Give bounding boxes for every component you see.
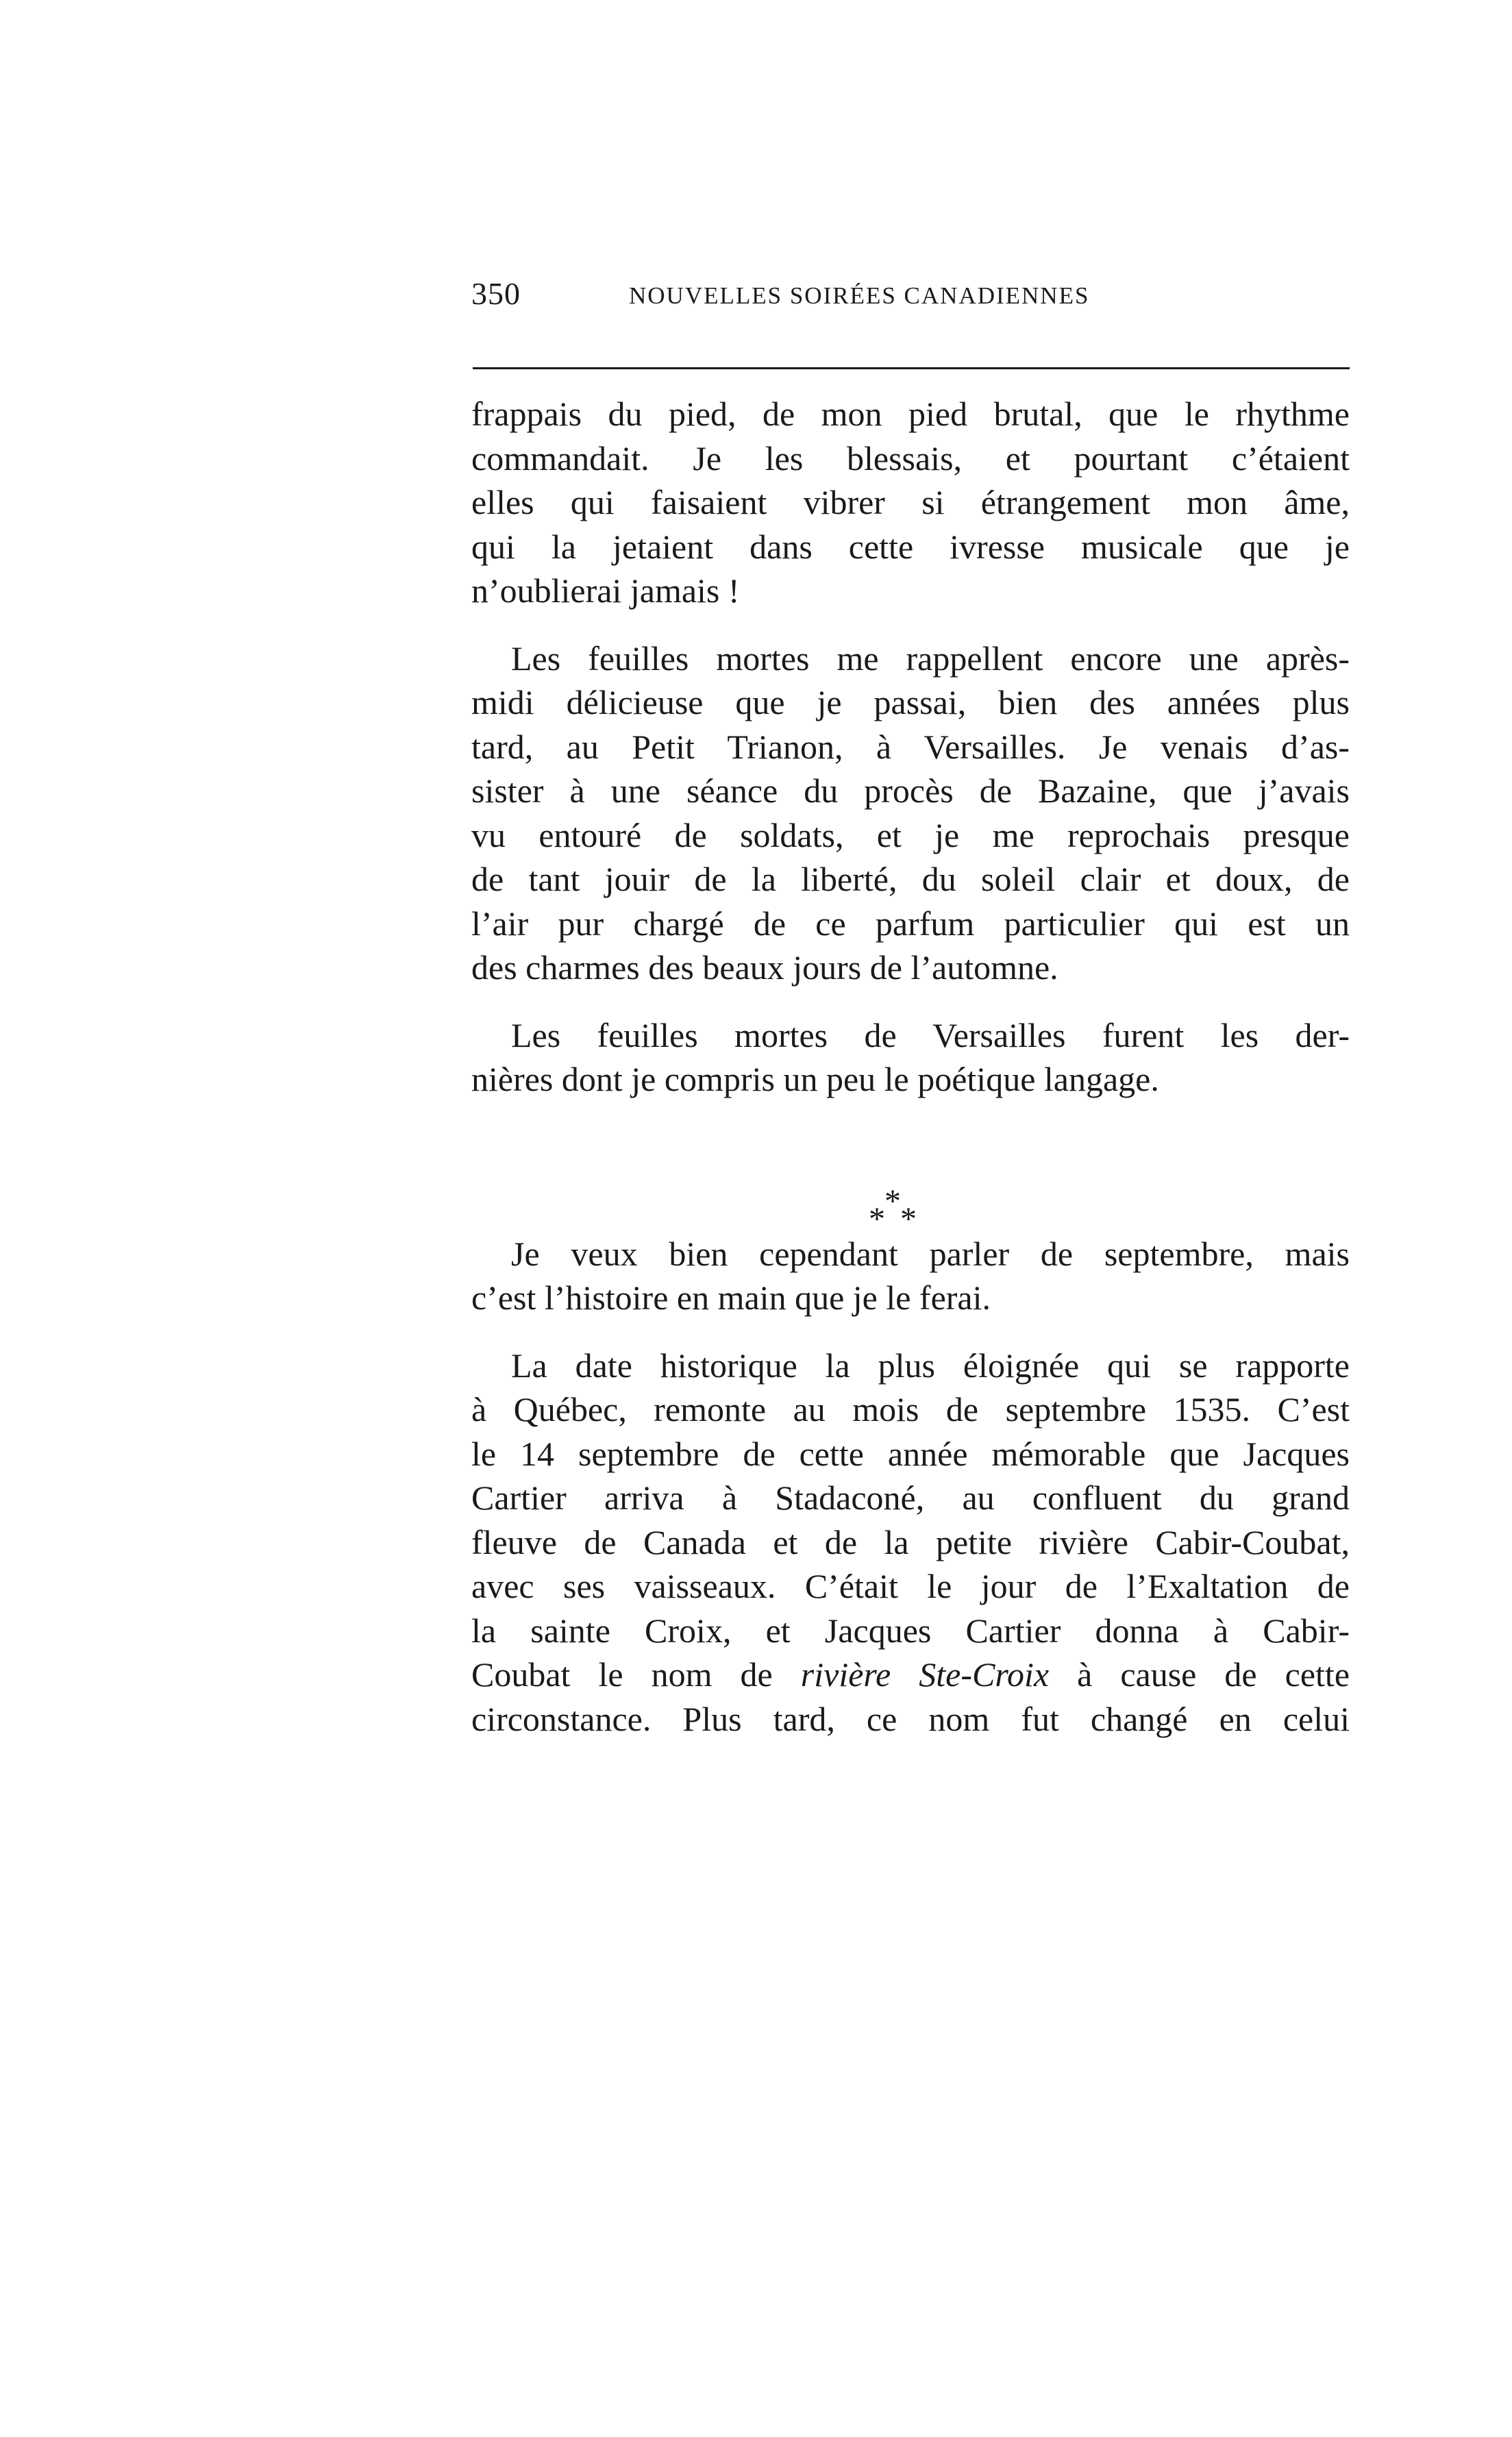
text-line: elles qui faisaient vibrer si étrangement mon âme, [471,483,1350,521]
paragraph [471,636,1350,990]
text-line: qui la jetaient dans cette ivresse musicale que je [471,527,1350,566]
text-line: de tant jouir de la liberté, du soleil clair et doux, de [471,860,1350,898]
asterism-star: * [884,1183,901,1220]
text-line: commandait. Je les blessais, et pourtant c’étaient [471,438,1350,478]
text-line: Les feuilles mortes me rappellent encore une après- [511,639,1350,678]
asterism-star: * [869,1200,885,1237]
paragraph-gap [471,990,1350,1013]
text-line: nières dont je compris un peu le poétique langage. [471,1060,1159,1098]
text-line: midi délicieuse que je passai, bien des années plus [471,683,1350,721]
text-line [471,1653,1350,1697]
text-line: à Québec, remonte au mois de septembre 1535. C’est [471,1390,1350,1428]
header-rule [473,367,1350,369]
text-line: sister à une séance du procès de Bazaine, que j’avais [471,771,1350,810]
body-text [471,392,1350,1741]
paragraph [471,1232,1350,1320]
text-line: avec ses vaisseaux. C’était le jour de l’Exaltation de [471,1567,1350,1605]
italic-place-name: rivière Ste-Croix [800,1655,1050,1694]
text-segment: Coubat le nom de [471,1655,801,1694]
text-line: l’air pur chargé de ce parfum particulier qui est un [471,904,1350,943]
text-line: circonstance. Plus tard, ce nom fut changé en celui [471,1699,1350,1738]
text-line: des charmes des beaux jours de l’automne. [471,948,1058,987]
text-line: vu entouré de soldats, et je me reprochais presque [471,815,1350,854]
section-break-asterism [471,1102,1350,1237]
paragraph [471,392,1350,613]
text-line: la sainte Croix, et Jacques Cartier donna à Cabir- [471,1611,1350,1650]
asterism-star: * [900,1200,917,1237]
text-line: tard, au Petit Trianon, à Versailles. Je venais d’as- [471,727,1350,766]
paragraph [471,1344,1350,1742]
paragraph-gap [471,613,1350,636]
page-number: 350 [471,276,521,311]
text-line: Je veux bien cependant parler de septembre, mais [511,1234,1350,1273]
text-line: le 14 septembre de cette année mémorable que Jacques [471,1434,1350,1473]
text-line: n’oublierai jamais ! [471,571,740,610]
text-line: c’est l’histoire en main que je le ferai. [471,1278,991,1317]
text-line: frappais du pied, de mon pied brutal, que le rhythme [471,395,1350,433]
text-line: La date historique la plus éloignée qui se rapporte [511,1346,1350,1385]
running-header [471,275,1355,330]
running-title: NOUVELLES SOIRÉES CANADIENNES [629,282,1090,309]
text-line: fleuve de Canada et de la petite rivière Cabir-Coubat, [471,1522,1350,1561]
paragraph [471,1013,1350,1102]
text-line: Les feuilles mortes de Versailles furent les der- [511,1015,1350,1054]
text-line: Cartier arriva à Stadaconé, au confluent du grand [471,1479,1350,1517]
paragraph-gap [471,1320,1350,1344]
text-segment: à cause de cette [1049,1655,1350,1694]
